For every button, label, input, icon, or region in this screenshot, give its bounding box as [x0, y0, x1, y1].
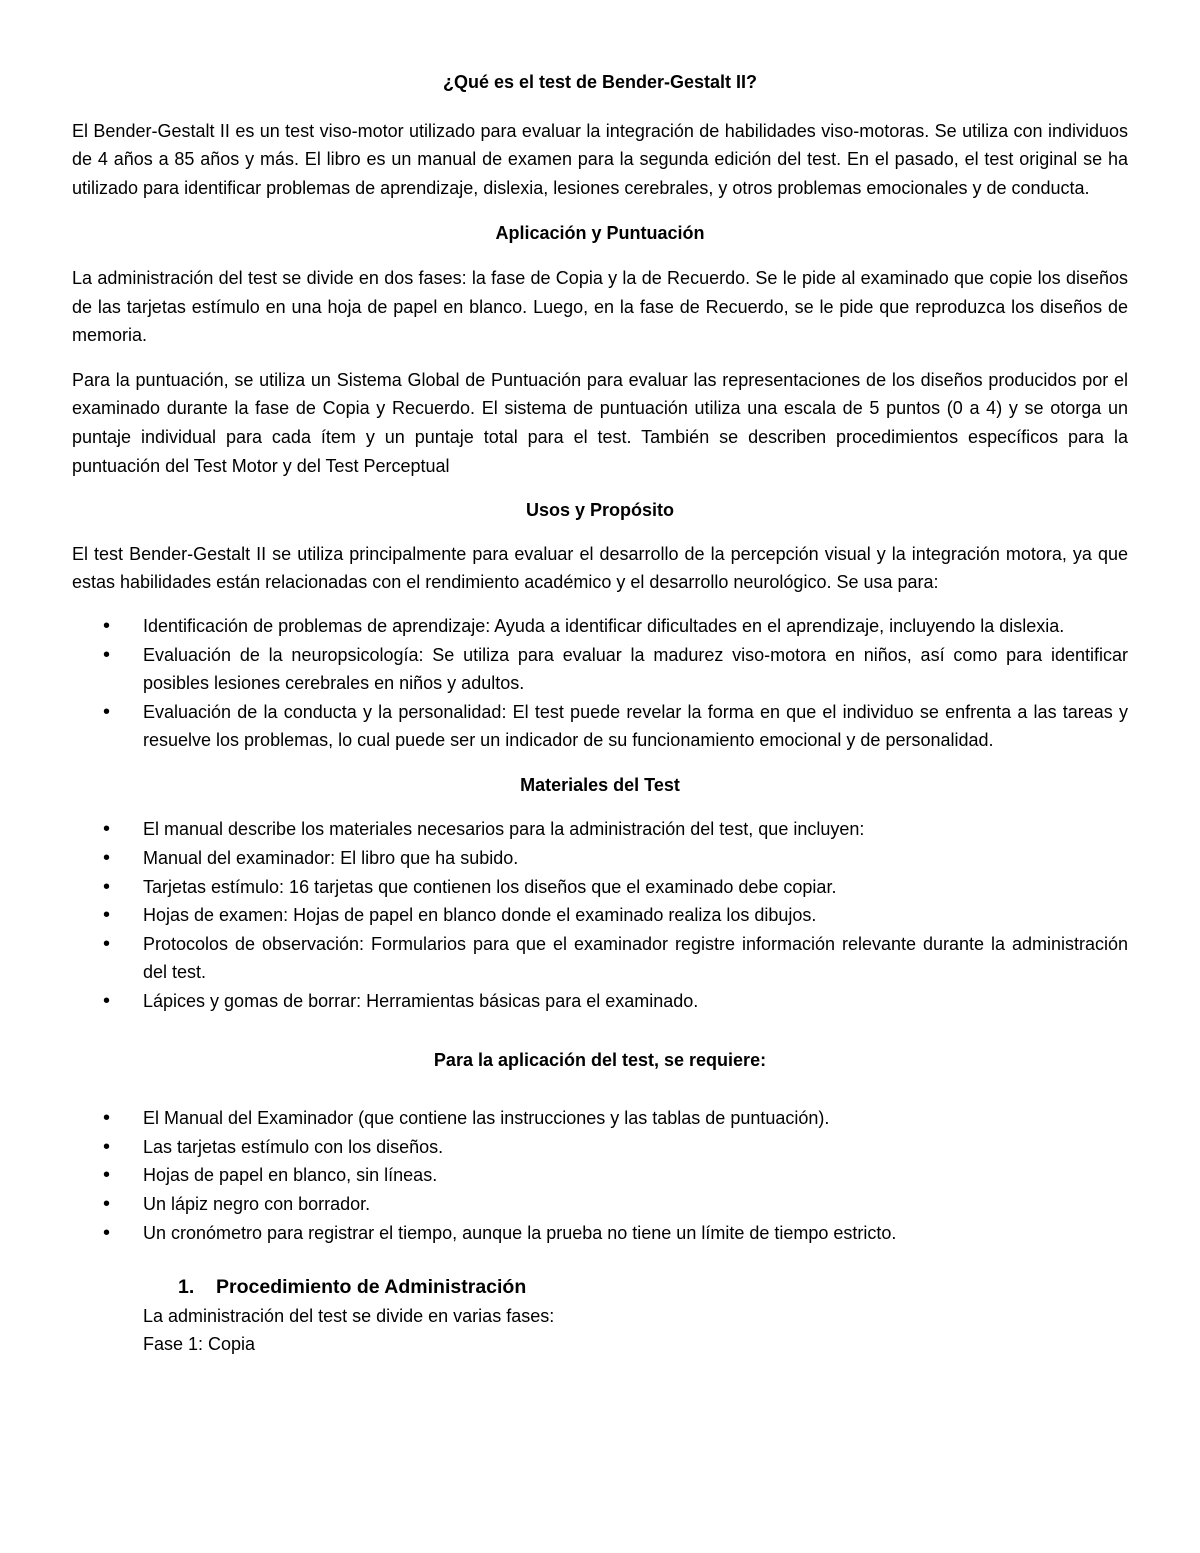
materiales-list	[72, 815, 1128, 1015]
heading-number: 1.	[178, 1276, 195, 1299]
list-item: • Un cronómetro para registrar el tiempo, aunque la prueba no tiene un límite de tiempo estricto.	[72, 1219, 1128, 1248]
list-item: • El manual describe los materiales necesarios para la administración del test, que incluyen:	[72, 815, 1128, 844]
numbered-heading-procedimiento	[178, 1273, 1128, 1302]
list-item: • Evaluación de la conducta y la personalidad: El test puede revelar la forma en que el individuo se enfrenta a las tareas y resuelve los problemas, lo cual puede ser un indicador de su funcionamiento emocional y de personalidad.	[72, 698, 1128, 755]
list-item: • Las tarjetas estímulo con los diseños.	[72, 1133, 1128, 1162]
section-title-materiales: Materiales del Test	[520, 774, 680, 795]
heading-text: Procedimiento de Administración	[216, 1276, 527, 1299]
paragraph-fases: La administración del test se divide en varias fases:	[143, 1305, 555, 1326]
paragraph-administracion: La administración del test se divide en dos fases: la fase de Copia y la de Recuerdo. Se le pide al examinado que copie los diseños de las tarjetas estímulo en una hoja de papel en blanco. Luego, en la fase de Recuerdo, se le pide que reproduzca los diseños de memoria.	[72, 267, 1128, 346]
paragraph-puntuacion: Para la puntuación, se utiliza un Sistema Global de Puntuación para evaluar las representaciones de los diseños producidos por el examinado durante la fase de Copia y Recuerdo. El sistema de puntuación utiliza una escala de 5 puntos (0 a 4) y se otorga un puntaje individual para cada ítem y un puntaje total para el test. También se describen procedimientos específicos para la puntuación del Test Motor y del Test Perceptual	[72, 369, 1128, 476]
list-item: • Tarjetas estímulo: 16 tarjetas que contienen los diseños que el examinado debe copiar.	[72, 873, 1128, 902]
list-item: • Lápices y gomas de borrar: Herramientas básicas para el examinado.	[72, 987, 1128, 1016]
paragraph-fase-1: Fase 1: Copia	[143, 1334, 256, 1355]
section-title-requisitos: Para la aplicación del test, se requiere:	[433, 1049, 767, 1070]
list-item: • Evaluación de la neuropsicología: Se utiliza para evaluar la madurez viso-motora en niños, así como para identificar posibles lesiones cerebrales en niños y adultos.	[72, 641, 1128, 698]
list-item: • Hojas de examen: Hojas de papel en blanco donde el examinado realiza los dibujos.	[72, 901, 1128, 930]
paragraph-usos: El test Bender-Gestalt II se utiliza principalmente para evaluar el desarrollo de la percepción visual y la integración motora, ya que estas habilidades están relacionadas con el rendimiento académico y el desarrollo neurológico. Se usa para:	[72, 543, 1128, 593]
section-title-aplicacion: Aplicación y Puntuación	[495, 223, 705, 244]
list-item: • Protocolos de observación: Formularios para que el examinador registre información relevante durante la administración del test.	[72, 930, 1128, 987]
section-title-que-es: ¿Qué es el test de Bender-Gestalt II?	[442, 72, 758, 92]
list-item: • Un lápiz negro con borrador.	[72, 1190, 1128, 1219]
usos-list	[72, 612, 1128, 755]
requisitos-list	[72, 1104, 1128, 1247]
section-title-usos: Usos y Propósito	[525, 500, 675, 521]
list-item: • Identificación de problemas de aprendizaje: Ayuda a identificar dificultades en el aprendizaje, incluyendo la dislexia.	[72, 612, 1128, 641]
document-content	[72, 68, 1128, 1359]
list-item: • El Manual del Examinador (que contiene las instrucciones y las tablas de puntuación).	[72, 1104, 1128, 1133]
list-item: • Manual del examinador: El libro que ha subido.	[72, 844, 1128, 873]
list-item: • Hojas de papel en blanco, sin líneas.	[72, 1161, 1128, 1190]
paragraph-intro: El Bender-Gestalt II es un test viso-motor utilizado para evaluar la integración de habilidades viso-motoras. Se utiliza con individuos de 4 años a 85 años y más. El libro es un manual de examen para la segunda edición del test. En el pasado, el test original se ha utilizado para identificar problemas de aprendizaje, dislexia, lesiones cerebrales, y otros problemas emocionales y de conducta.	[72, 120, 1128, 198]
